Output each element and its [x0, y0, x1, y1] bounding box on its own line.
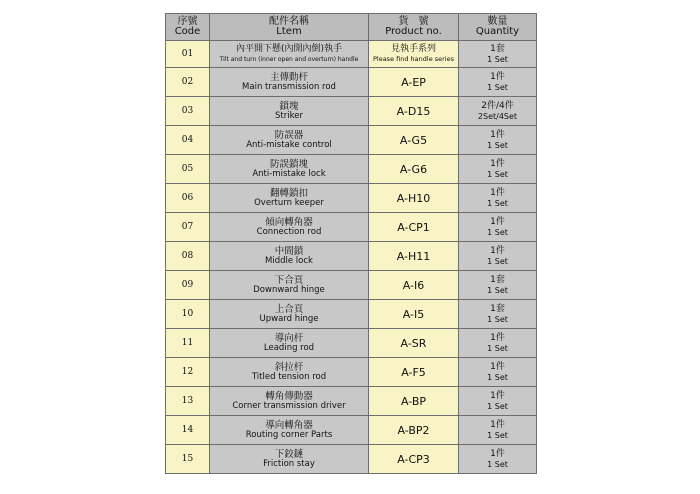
row-item: [210, 358, 369, 387]
row-product: A-I5: [369, 300, 459, 329]
item-name-zh: 導向杆: [274, 332, 304, 344]
quantity-en: 2Set/4Set: [477, 111, 518, 121]
item-name-en: Main transmission rod: [242, 81, 336, 92]
item-name-zh: 防誤鎖塊: [269, 158, 308, 170]
table-row: [166, 41, 537, 68]
row-item: [210, 329, 369, 358]
table-row: [166, 416, 537, 445]
item-name-en: Striker: [275, 110, 303, 121]
table-row: [166, 271, 537, 300]
table-row: [166, 213, 537, 242]
row-item: [210, 300, 369, 329]
table-row: [166, 387, 537, 416]
row-item: [210, 213, 369, 242]
item-name-zh: 主傳動杆: [269, 71, 308, 83]
row-product: A-CP3: [369, 445, 459, 474]
table-row: [166, 126, 537, 155]
row-quantity: [459, 68, 537, 97]
row-code: 03: [166, 97, 210, 126]
quantity-zh: 1件: [490, 216, 505, 227]
header-item-zh: 配件名稱: [269, 16, 309, 27]
header-product-en: Product no.: [385, 26, 442, 37]
item-name-en: Anti-mistake control: [246, 139, 332, 150]
quantity-en: 1 Set: [487, 285, 508, 295]
quantity-zh: 1套: [490, 303, 505, 314]
row-quantity: [459, 213, 537, 242]
row-code: 08: [166, 242, 210, 271]
quantity-en: 1 Set: [487, 459, 508, 469]
quantity-zh: 1件: [490, 71, 505, 82]
quantity-zh: 1件: [490, 245, 505, 256]
row-item: [210, 97, 369, 126]
row-product: A-F5: [369, 358, 459, 387]
item-name-en: Leading rod: [263, 342, 315, 353]
row-product: A-CP1: [369, 213, 459, 242]
row-code: 10: [166, 300, 210, 329]
item-name-en: Routing corner Parts: [245, 429, 333, 440]
item-name-en: Titled tension rod: [251, 371, 327, 382]
header-quantity-zh: 數量: [487, 16, 508, 27]
row-quantity: [459, 300, 537, 329]
quantity-en: 1 Set: [487, 140, 508, 150]
item-name-zh: 下鉸鏈: [274, 448, 304, 460]
row-product: A-BP: [369, 387, 459, 416]
row-item: [210, 41, 369, 68]
row-product: A-G6: [369, 155, 459, 184]
item-name-en: Anti-mistake lock: [252, 168, 326, 179]
row-item: [210, 68, 369, 97]
quantity-en: 1 Set: [487, 401, 508, 411]
row-item: [210, 184, 369, 213]
item-name-zh: 導向轉角器: [265, 419, 313, 431]
row-product: A-H10: [369, 184, 459, 213]
header-item: [210, 14, 369, 41]
quantity-zh: 1件: [490, 419, 505, 430]
row-quantity: [459, 126, 537, 155]
quantity-zh: 1套: [490, 274, 505, 285]
quantity-en: 1 Set: [487, 372, 508, 382]
item-name-zh: 內平開下懸(內開內倒)執手: [235, 43, 343, 54]
quantity-en: 1 Set: [487, 314, 508, 324]
quantity-en: 1 Set: [487, 227, 508, 237]
item-name-en: Overturn keeper: [254, 197, 324, 208]
row-product: A-G5: [369, 126, 459, 155]
header-code-zh: 序號: [177, 16, 198, 27]
row-item: [210, 445, 369, 474]
header-item-en: Ltem: [276, 26, 302, 37]
header-quantity-en: Quantity: [475, 26, 520, 37]
row-quantity: [459, 155, 537, 184]
row-code: 06: [166, 184, 210, 213]
product-zh: 見執手系列: [390, 43, 436, 54]
table-row: [166, 184, 537, 213]
item-name-en: Downward hinge: [253, 284, 325, 295]
quantity-en: 1 Set: [487, 82, 508, 92]
quantity-en: 1 Set: [487, 343, 508, 353]
header-row: [166, 14, 537, 41]
row-product: A-I6: [369, 271, 459, 300]
quantity-zh: 1件: [490, 390, 505, 401]
row-product: A-D15: [369, 97, 459, 126]
row-quantity: [459, 416, 537, 445]
table-row: [166, 329, 537, 358]
row-code: 05: [166, 155, 210, 184]
item-name-zh: 下合頁: [274, 274, 304, 286]
table-row: [166, 445, 537, 474]
row-quantity: [459, 271, 537, 300]
row-code: 11: [166, 329, 210, 358]
header-quantity: [459, 14, 537, 41]
row-item: [210, 126, 369, 155]
row-item: [210, 271, 369, 300]
quantity-zh: 1套: [490, 43, 505, 54]
table-row: [166, 97, 537, 126]
quantity-zh: 1件: [490, 448, 505, 459]
quantity-en: 1 Set: [487, 54, 508, 64]
row-item: [210, 387, 369, 416]
header-product: [369, 14, 459, 41]
product-en: Please find handle series: [372, 54, 455, 63]
row-product: A-BP2: [369, 416, 459, 445]
row-code: 14: [166, 416, 210, 445]
quantity-zh: 1件: [490, 187, 505, 198]
row-code: 02: [166, 68, 210, 97]
row-item: [210, 242, 369, 271]
table-row: [166, 358, 537, 387]
quantity-zh: 1件: [490, 129, 505, 140]
item-name-en: Tilt and turn (inner open and overturn) handle: [219, 55, 359, 63]
row-code: 15: [166, 445, 210, 474]
row-product: [369, 41, 459, 68]
row-quantity: [459, 387, 537, 416]
row-quantity: [459, 184, 537, 213]
row-code: 13: [166, 387, 210, 416]
row-product: A-H11: [369, 242, 459, 271]
row-product: A-SR: [369, 329, 459, 358]
item-name-zh: 傾向轉角器: [265, 216, 313, 228]
header-code: [166, 14, 210, 41]
quantity-en: 1 Set: [487, 256, 508, 266]
row-item: [210, 416, 369, 445]
row-code: 09: [166, 271, 210, 300]
item-name-zh: 轉角傳動器: [265, 390, 313, 402]
table-row: [166, 155, 537, 184]
header-code-en: Code: [174, 26, 201, 37]
item-name-zh: 翻轉鎖扣: [269, 187, 308, 199]
item-name-zh: 上合頁: [274, 303, 304, 315]
row-quantity: [459, 329, 537, 358]
item-name-en: Friction stay: [263, 458, 315, 469]
item-name-en: Connection rod: [256, 226, 322, 237]
row-quantity: [459, 97, 537, 126]
item-name-en: Corner transmission driver: [232, 400, 346, 411]
item-name-zh: 鎖塊: [279, 100, 299, 112]
quantity-en: 1 Set: [487, 198, 508, 208]
row-code: 12: [166, 358, 210, 387]
item-name-zh: 防誤器: [274, 129, 304, 141]
item-name-zh: 斜拉杆: [274, 361, 304, 373]
item-name-en: Upward hinge: [259, 313, 319, 324]
row-product: A-EP: [369, 68, 459, 97]
row-quantity: [459, 445, 537, 474]
item-name-zh: 中間鎖: [274, 245, 304, 257]
row-quantity: [459, 41, 537, 68]
header-product-zh: 貨 號: [398, 16, 429, 27]
row-item: [210, 155, 369, 184]
quantity-en: 1 Set: [487, 169, 508, 179]
table-row: [166, 68, 537, 97]
quantity-en: 1 Set: [487, 430, 508, 440]
row-code: 01: [166, 41, 210, 68]
quantity-zh: 1件: [490, 361, 505, 372]
quantity-zh: 2件/4件: [481, 100, 514, 111]
table-row: [166, 300, 537, 329]
quantity-zh: 1件: [490, 158, 505, 169]
quantity-zh: 1件: [490, 332, 505, 343]
row-code: 07: [166, 213, 210, 242]
row-code: 04: [166, 126, 210, 155]
row-quantity: [459, 242, 537, 271]
row-quantity: [459, 358, 537, 387]
parts-table: [165, 13, 537, 474]
table-row: [166, 242, 537, 271]
item-name-en: Middle lock: [265, 255, 313, 266]
